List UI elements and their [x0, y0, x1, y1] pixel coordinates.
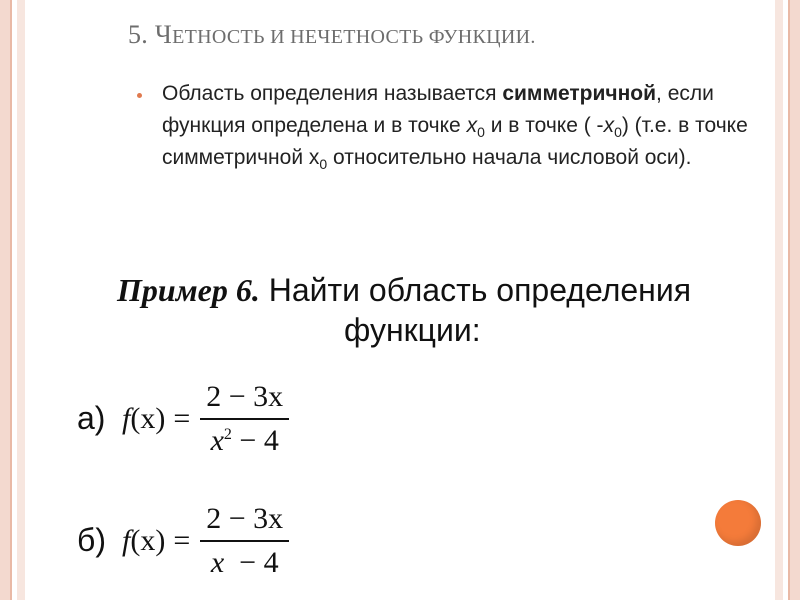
slide-title: 5. ЧЕТНОСТЬ И НЕЧЕТНОСТЬ ФУНКЦИИ. [128, 20, 536, 49]
formula-b-numerator: 2 − 3x [206, 502, 284, 535]
item-label-a: а) [77, 400, 106, 436]
formula-a-fraction [200, 380, 289, 458]
definition-text: Область определения называется симметричной, если функция определена и в точке $x_0$ и в точке ( $-x_0$) (т.е. в точке симметричной $x_0$ относительно начала числовой оси). [162, 82, 748, 173]
formula-b-equals: = [173, 524, 191, 557]
left-border-stripe [0, 0, 10, 600]
formula-a [122, 380, 289, 458]
right-border-stripe [790, 0, 800, 600]
formula-a-equals: = [173, 402, 191, 435]
formula-b-fraction [200, 502, 289, 580]
item-label-b: б) [77, 522, 106, 558]
right-border-inner [775, 0, 783, 600]
formula-b-lhs: f(x) [122, 524, 166, 557]
formula-a-denominator: $x^2 - 4$ [210, 424, 279, 457]
term-symmetric: симметричной [502, 82, 657, 105]
formula-a-numerator: 2 − 3x [206, 380, 284, 413]
decorative-orange-circle [715, 500, 761, 546]
example-heading: Пример 6. Найти область определения функции: [117, 272, 692, 348]
right-border-line [788, 0, 790, 600]
left-border-inner [17, 0, 25, 600]
formula-b [122, 502, 289, 580]
example-label: Пример 6. [117, 272, 260, 308]
bullet-dot [137, 93, 142, 98]
formula-a-lhs: f(x) [122, 402, 166, 435]
formula-b-denominator: x − 4 [210, 546, 279, 579]
left-border-line [10, 0, 12, 600]
